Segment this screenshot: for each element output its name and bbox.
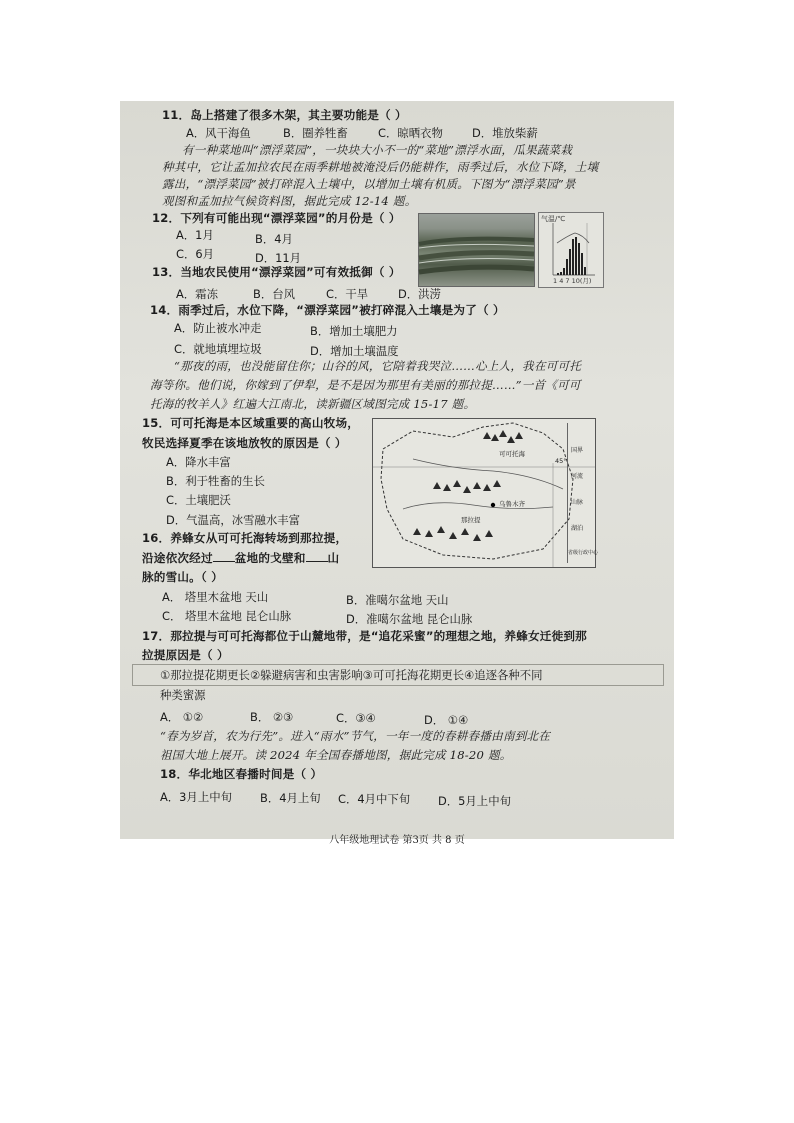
q11-stem: 11．岛上搭建了很多木架，其主要功能是（ ） (162, 108, 407, 122)
q11-option-a: A．风干海鱼 (186, 126, 251, 140)
legend-mountain: 山脉 (571, 499, 584, 506)
intro12-line4: 观图和孟加拉气候资料图，据此完成 12-14 题。 (162, 194, 417, 208)
q16-option-c: C． 塔里木盆地 昆仑山脉 (162, 609, 292, 623)
q15-stem-line1: 15．可可托海是本区域重要的高山牧场， (142, 416, 360, 430)
q11-option-b: B．圈养牲畜 (283, 126, 348, 140)
intro12-line2: 种其中，它让孟加拉农民在雨季耕地被淹没后仍能耕作，雨季过后，水位下降，土壤 (162, 160, 599, 174)
intro15-line1: “那夜的雨，也没能留住你；山谷的风，它陪着我哭泣……心上人，我在可可托 (174, 359, 582, 373)
legend-capital: 省级行政中心 (568, 550, 599, 556)
legend-lake: 湖泊 (571, 525, 584, 532)
q17-items-line2: 种类蜜源 (160, 688, 206, 702)
q13-option-a: A．霜冻 (176, 287, 218, 301)
q18-option-a: A．3月上中旬 (160, 790, 232, 804)
intro15-line3: 托海的牧羊人》红遍大江南北，读新疆区域图完成 15-17 题。 (150, 397, 476, 411)
q16-stem-part1: 沿途依次经过 (142, 551, 213, 565)
q18-option-b: B．4月上旬 (260, 791, 321, 805)
climate-chart-months: 1 4 7 10(月) (553, 277, 592, 285)
q13-option-c: C．干旱 (326, 287, 369, 301)
map-label-latitude: 45° (555, 457, 567, 465)
climate-chart (538, 212, 604, 288)
q11-option-d: D．堆放柴薪 (472, 126, 538, 140)
q11-option-c: C．晾晒衣物 (378, 126, 443, 140)
q17-option-b: B． ②③ (250, 710, 294, 724)
floating-garden-photo (418, 213, 535, 287)
garden-rows-graphic (419, 214, 534, 286)
q15-option-b: B．利于牲畜的生长 (166, 474, 265, 488)
q15-option-c: C．土壤肥沃 (166, 493, 231, 507)
legend-river: 河流 (571, 473, 584, 480)
intro12-line3: 露出，“漂浮菜园”被打碎混入土壤中，以增加土壤有机质。下图为“漂浮菜园”景 (162, 177, 576, 191)
exam-page-photo (120, 101, 674, 846)
climate-chart-label: 气温/℃ (541, 215, 566, 223)
q16-blank-1 (213, 551, 235, 562)
q18-stem: 18．华北地区春播时间是（ ） (160, 767, 323, 781)
q17-option-d: D． ①④ (424, 713, 469, 727)
q15-option-d: D．气温高，冰雪融水丰富 (166, 513, 301, 527)
legend-border: 国界 (571, 447, 584, 454)
intro15-line2: 海等你。他们说，你嫁到了伊犁，是不是因为那里有美丽的那拉提……”一首《可可 (150, 378, 581, 392)
q12-stem: 12．下列有可能出现“漂浮菜园”的月份是（ ） (152, 211, 401, 225)
xinjiang-map (372, 418, 599, 568)
q14-option-c: C．就地填埋垃圾 (174, 342, 262, 356)
q12-option-c: C．6月 (176, 247, 214, 261)
q18-option-c: C．4月中下旬 (338, 792, 411, 806)
q12-option-b: B．4月 (255, 232, 293, 246)
q12-option-a: A．1月 (176, 228, 214, 242)
q16-stem-part3: 山 (327, 551, 340, 565)
q17-items-line1: ①那拉提花期更长②躲避病害和虫害影响③可可托海花期更长④追逐各种不同 (160, 668, 543, 682)
map-label-keketuohai: 可可托海 (499, 450, 525, 458)
q15-option-a: A．降水丰富 (166, 455, 231, 469)
xinjiang-map-graphic (373, 419, 595, 567)
intro18-line1: “春为岁首，农为行先”。进入“雨水”节气，一年一度的春耕春播由南到北在 (160, 729, 551, 743)
map-label-urumqi: 乌鲁木齐 (499, 500, 525, 508)
q13-stem: 13．当地农民使用“漂浮菜园”可有效抵御（ ） (152, 265, 401, 279)
q18-option-d: D．5月上中旬 (438, 794, 511, 808)
q17-stem-line1: 17．那拉提与可可托海都位于山麓地带，是“追花采蜜”的理想之地，养蜂女迁徙到那 (142, 629, 587, 643)
q13-option-b: B．台风 (253, 287, 295, 301)
q16-stem-line3: 脉的雪山。（ ） (142, 570, 223, 584)
q16-stem-line1: 16．养蜂女从可可托海转场到那拉提， (142, 531, 348, 545)
q14-option-a: A．防止被水冲走 (174, 321, 262, 335)
q15-stem-line2: 牧民选择夏季在该地放牧的原因是（ ） (142, 436, 347, 450)
map-legend (567, 423, 599, 563)
q16-option-a: A． 塔里木盆地 天山 (162, 590, 269, 604)
map-label-nalati: 那拉提 (461, 516, 481, 524)
q16-option-b: B．准噶尔盆地 天山 (346, 593, 449, 607)
intro18-line2: 祖国大地上展开。读 2024 年全国春播地图，据此完成 18-20 题。 (160, 748, 512, 762)
q14-stem: 14．雨季过后，水位下降，“漂浮菜园”被打碎混入土壤是为了（ ） (150, 303, 505, 317)
q16-blank-2 (306, 551, 328, 562)
q16-stem-part2: 盆地的戈壁和 (234, 551, 306, 565)
page-footer: 八年级地理试卷 第3页 共 8 页 (329, 835, 465, 846)
q16-stem-line2 (142, 551, 339, 565)
q14-option-b: B．增加土壤肥力 (310, 324, 398, 338)
q13-option-d: D．洪涝 (398, 287, 441, 301)
q12-option-d: D．11月 (255, 251, 302, 265)
q16-option-d: D．准噶尔盆地 昆仑山脉 (346, 612, 473, 626)
q17-stem-line2: 拉提原因是（ ） (142, 648, 229, 662)
q17-option-c: C．③④ (336, 711, 376, 725)
intro12-line1: 有一种菜地叫“漂浮菜园”，一块块大小不一的“菜地”漂浮水面，瓜果蔬菜栽 (182, 143, 573, 157)
q14-option-d: D．增加土壤温度 (310, 344, 399, 358)
q17-option-a: A． ①② (160, 710, 204, 724)
